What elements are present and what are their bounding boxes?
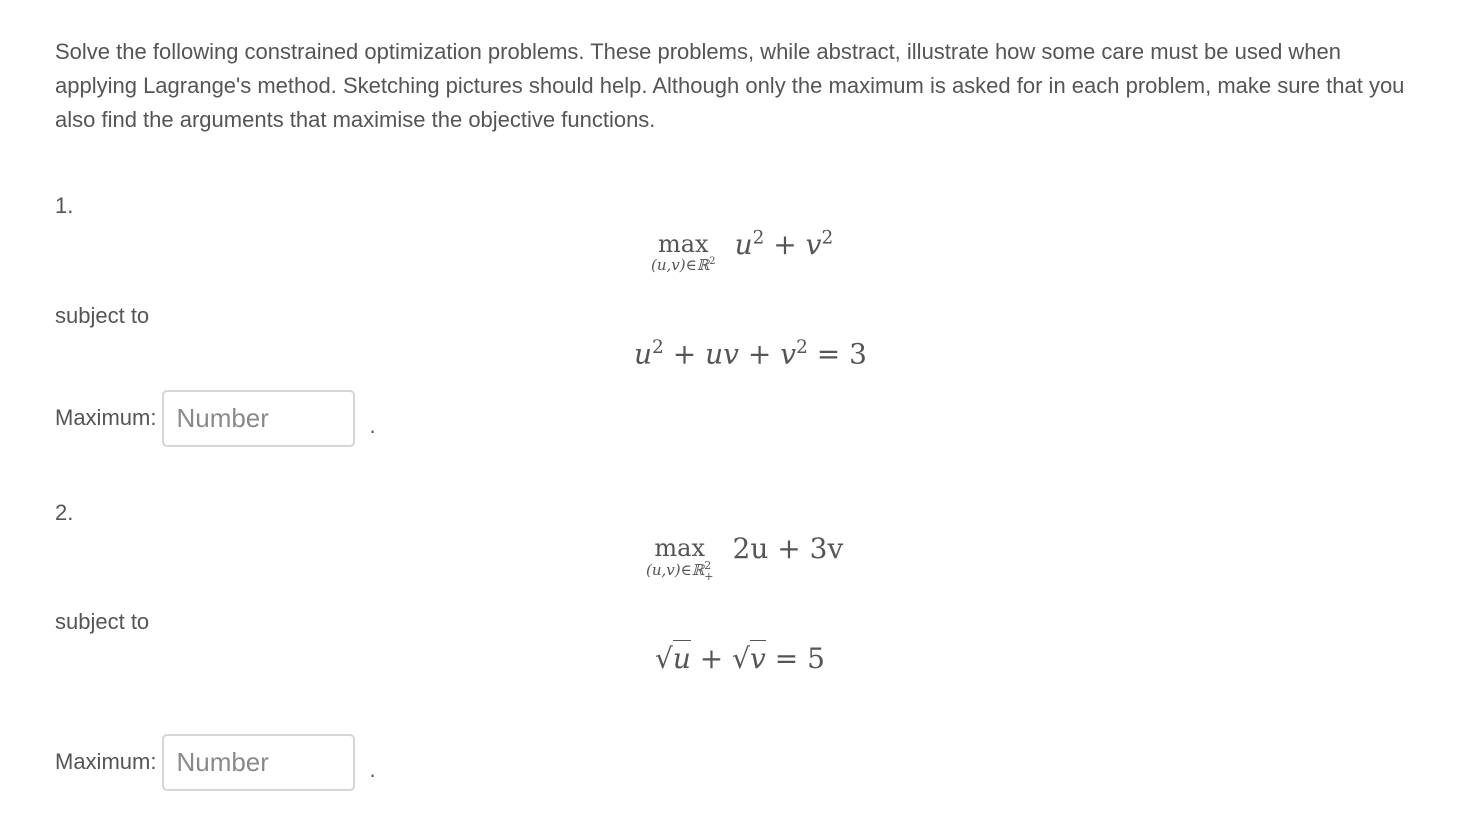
problem-2-maximum-input[interactable] [162,734,355,791]
trailing-period: . [369,413,376,438]
maximum-label: Maximum: [55,405,157,430]
problem-2-number: 2. [55,500,74,525]
max-operator: max [654,534,705,562]
problem-2-objective [646,534,843,582]
sqrt-sign: √ [732,642,751,675]
problem-1-subject-to: subject to [55,303,150,328]
maximum-label: Maximum: [55,749,157,774]
problem-2-answer-row [55,732,376,792]
problem-1-answer-row [55,388,376,448]
problem-2-subject-to: subject to [55,609,150,634]
max-domain: (u,v)∈ℝ$^2$ [651,256,716,274]
problem-1-constraint: $u^2$ + uv + $v^2 = 3$ [634,337,867,371]
problem-intro: Solve the following constrained optimization problems. These problems, while abstract, illustrate how some care must be used when applying Lagrange's method. Sketching pictures should help. Although only the maximum is asked for in each problem, make sure that you also find the arguments that maximise the objective functions. [55,39,1405,132]
problem-1-maximum-input[interactable] [162,390,355,447]
trailing-period: . [369,757,376,782]
objective-expression: 2u + 3v [732,532,844,565]
problem-1-objective [651,230,833,274]
max-operator: max [657,230,709,258]
max-domain: (u,v)∈ℝ 2 + [646,559,714,583]
objective-expression: $u^2 + v^2$ [734,228,834,262]
problem-1-number: 1. [55,193,74,218]
problem-2-constraint: √u + √v = 5 [655,642,825,675]
sqrt-sign: √ [655,642,673,675]
